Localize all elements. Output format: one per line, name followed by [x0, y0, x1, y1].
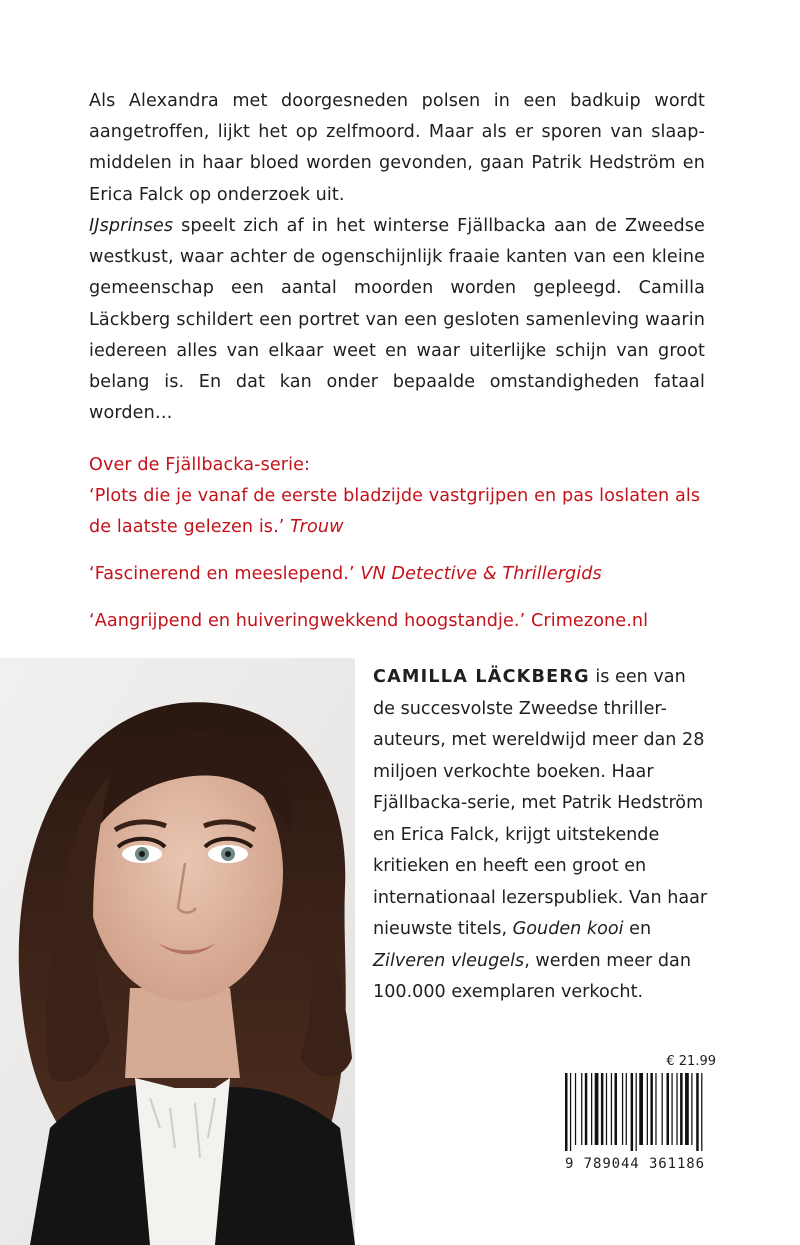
isbn-number: 9 789044 361186 [565, 1156, 705, 1172]
review-source-3: Crimezone.nl [530, 611, 649, 631]
review-quote-2: ‘Fascinerend en meeslepend.’ [89, 564, 361, 584]
title-zilveren-vleugels: Zilveren vleugels [373, 950, 525, 971]
synopsis-paragraph-2-text: speelt zich af in het winterse Fjällbacka aan de Zweedse westkust, waar achter de ogenschijnlijk fraaie kanten van een kleine gemeenschap een aantal moorden worden gepleegd. Camilla Läckberg schildert een portret van een gesloten samenleving waarin iedereen alles van elkaar weet en waar uiterlijke schijn van groot belang is. En dat kan onder bepaalde omstandigheden fataal worden… [89, 216, 705, 424]
review-quote-3: ‘Aangrijpend en huiveringwekkend hoogstandje.’ [89, 611, 531, 631]
review-quote-1: ‘Plots die je vanaf de eerste bladzijde vastgrijpen en pas loslaten als de laatste gelezen is.’ [89, 486, 701, 538]
author-bio-text-a: is een van de succesvolste Zweedse thriller-auteurs, met wereldwijd meer dan 28 miljoen verkochte boeken. Haar Fjällbacka-serie, met Patrik Hedström en Erica Falck, krijgt uitstekende kritieken en heeft een groot en internationaal lezerspubliek. Van haar nieuwste titels, [373, 667, 708, 939]
synopsis-paragraph-1: Als Alexandra met doorgesneden polsen in een badkuip wordt aangetroffen, lijkt het op zelfmoord. Maar als er sporen van slaap-middelen in haar bloed worden gevonden, gaan Patrik Hedström en Erica Falck op onderzoek uit. [89, 91, 705, 205]
author-bio-text-b: , werden meer dan 100.000 exemplaren verkocht. [373, 950, 691, 1002]
price: € 21.99 [666, 1054, 716, 1069]
barcode [565, 1073, 718, 1151]
author-photo [0, 658, 355, 1245]
review-3 [89, 606, 705, 637]
series-heading: Over de Fjällbacka-serie: [89, 455, 311, 475]
review-source-1: Trouw [290, 517, 344, 538]
title-gouden-kooi: Gouden kooi [512, 919, 624, 939]
review-2 [89, 559, 705, 590]
author-bio [373, 662, 708, 1009]
review-source-2: VN Detective & Thrillergids [360, 564, 602, 584]
synopsis-paragraph-2 [89, 211, 705, 429]
book-title: IJsprinses [89, 216, 174, 236]
author-name: CAMILLA LÄCKBERG [373, 667, 590, 687]
review-series [89, 450, 705, 544]
author-bio-and: en [623, 919, 652, 939]
